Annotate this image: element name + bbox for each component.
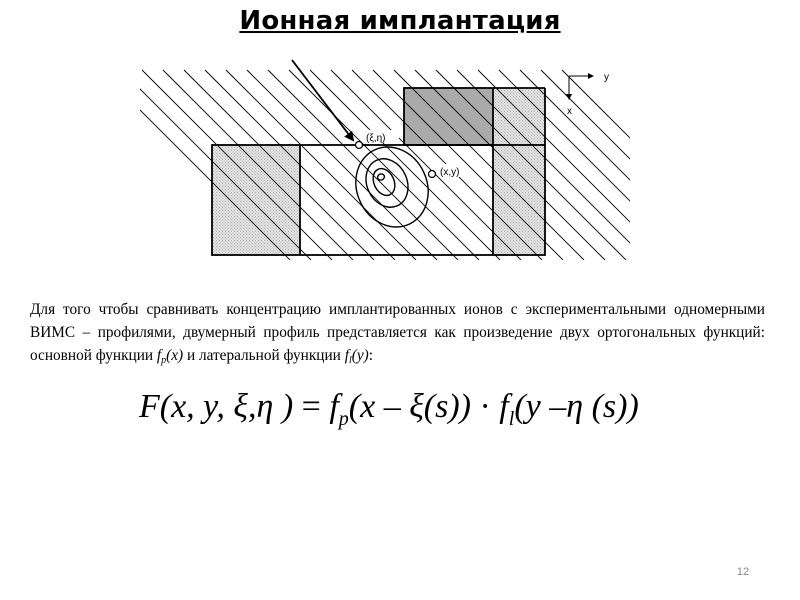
page-number: 12 <box>736 566 750 578</box>
formula-lhs: F(x, y, ξ,η ) <box>139 388 294 425</box>
mask-dark-block <box>404 88 493 145</box>
label-xy: (x,y) <box>440 167 460 178</box>
mask-right <box>493 145 545 255</box>
label-xi-eta: (ξ,η) <box>366 133 386 144</box>
hatch-line <box>457 70 647 260</box>
hatch-line <box>520 70 710 260</box>
coordinate-axes <box>569 76 593 99</box>
axis-y-label: y <box>604 72 609 83</box>
point-xy <box>429 171 436 178</box>
axis-x-label: x <box>567 106 572 117</box>
hatch-line <box>562 70 752 260</box>
mask-left <box>212 145 300 255</box>
mask-right-top <box>493 88 545 145</box>
concentration-contours <box>343 135 441 239</box>
slide-title: Ионная имплантация <box>239 6 561 36</box>
description-paragraph: Для того чтобы сравнивать концентрацию имплантированных ионов с экспериментальными одномерными ВИМС – профилями, двумерный профиль представляется как произведение двух ортогональных функций: основной функции $f_p(x)$ и латеральной функции $f_l(y)$: <box>30 301 765 366</box>
ion-beam-arrow <box>292 60 353 140</box>
formula: F(x, y, ξ,η ) = $f_p(x - \xi(s)) \cdot f_l(y$ –η (s)) <box>139 388 639 430</box>
point-xi-eta <box>356 142 363 149</box>
